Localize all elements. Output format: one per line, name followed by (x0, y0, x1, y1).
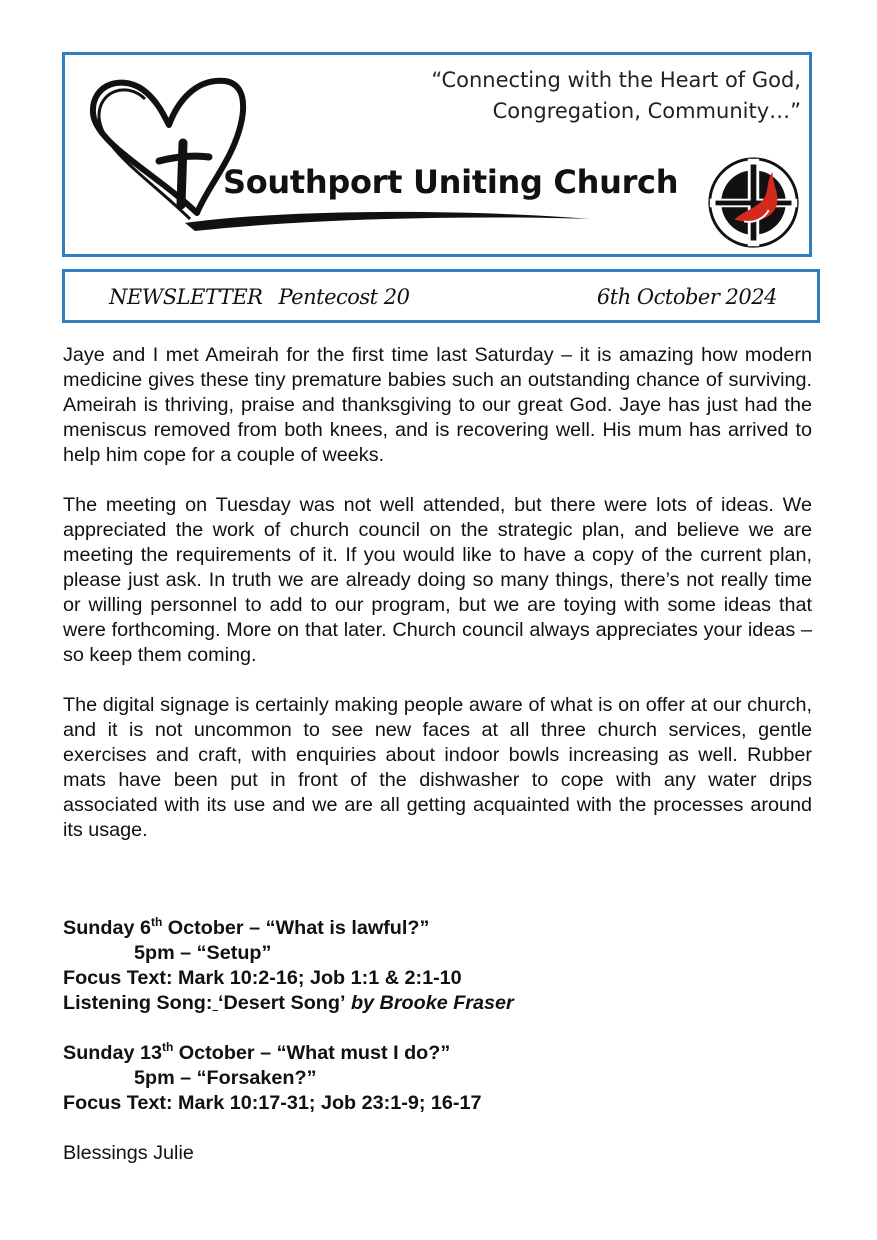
newsletter-body (63, 343, 812, 868)
service-entry (63, 1041, 812, 1116)
paragraph: The meeting on Tuesday was not well attended, but there were lots of ideas. We appreciated the work of church council on the strategic plan, and believe we are meeting the requirements of it. If you would like to have a copy of the current plan, please just ask. In truth we are already doing so many things, there’s not really time or willing personnel to add to our program, but we are toying with some ideas that were forthcoming. More on that later. Church council always appreciates your ideas – so keep them coming. (63, 494, 812, 666)
service-schedule (63, 916, 812, 1141)
newsletter-label: NEWSLETTER (109, 285, 263, 309)
church-name: Southport Uniting Church (223, 163, 679, 201)
newsletter-occasion: Pentecost 20 (278, 285, 410, 309)
service-focus-text: Focus Text: Mark 10:17-31; Job 23:1-9; 16-17 (63, 1092, 482, 1114)
service-heading: Sunday 13th October – “What must I do?” (63, 1040, 451, 1064)
paragraph: The digital signage is certainly making people aware of what is on offer at our church, and it is not uncommon to see new faces at all three church services, gentle exercises and craft, with enquiries about indoor bowls increasing as well. Rubber mats have been put in front of the dishwasher to cope with any water drips associated with its use and we are all getting acquainted with the processes around its usage. (63, 694, 812, 841)
newsletter-banner (62, 269, 820, 323)
service-listening-song: Listening Song: ‘Desert Song’ by Brooke Fraser (63, 992, 514, 1014)
service-entry (63, 916, 812, 1016)
service-evening: 5pm – “Forsaken?” (134, 1067, 317, 1089)
masthead (62, 52, 812, 257)
service-focus-text: Focus Text: Mark 10:2-16; Job 1:1 & 2:1-10 (63, 967, 462, 989)
tagline (431, 65, 801, 127)
paragraph: Jaye and I met Ameirah for the first time last Saturday – it is amazing how modern medicine gives these tiny premature babies such an outstanding chance of surviving. Ameirah is thriving, praise and thanksgiving to our great God. Jaye has just had the meniscus removed from both knees, and is recovering well. His mum has arrived to help him cope for a couple of weeks. (63, 344, 812, 466)
newsletter-heading (109, 285, 410, 309)
tagline-line-1: “Connecting with the Heart of God, (431, 68, 801, 92)
closing-signature: Blessings Julie (63, 1142, 194, 1164)
tagline-line-2: Congregation, Community…” (492, 99, 801, 123)
service-evening: 5pm – “Setup” (134, 942, 272, 964)
service-heading: Sunday 6th October – “What is lawful?” (63, 915, 430, 939)
newsletter-date: 6th October 2024 (596, 285, 777, 309)
uniting-church-emblem-icon (706, 155, 801, 250)
